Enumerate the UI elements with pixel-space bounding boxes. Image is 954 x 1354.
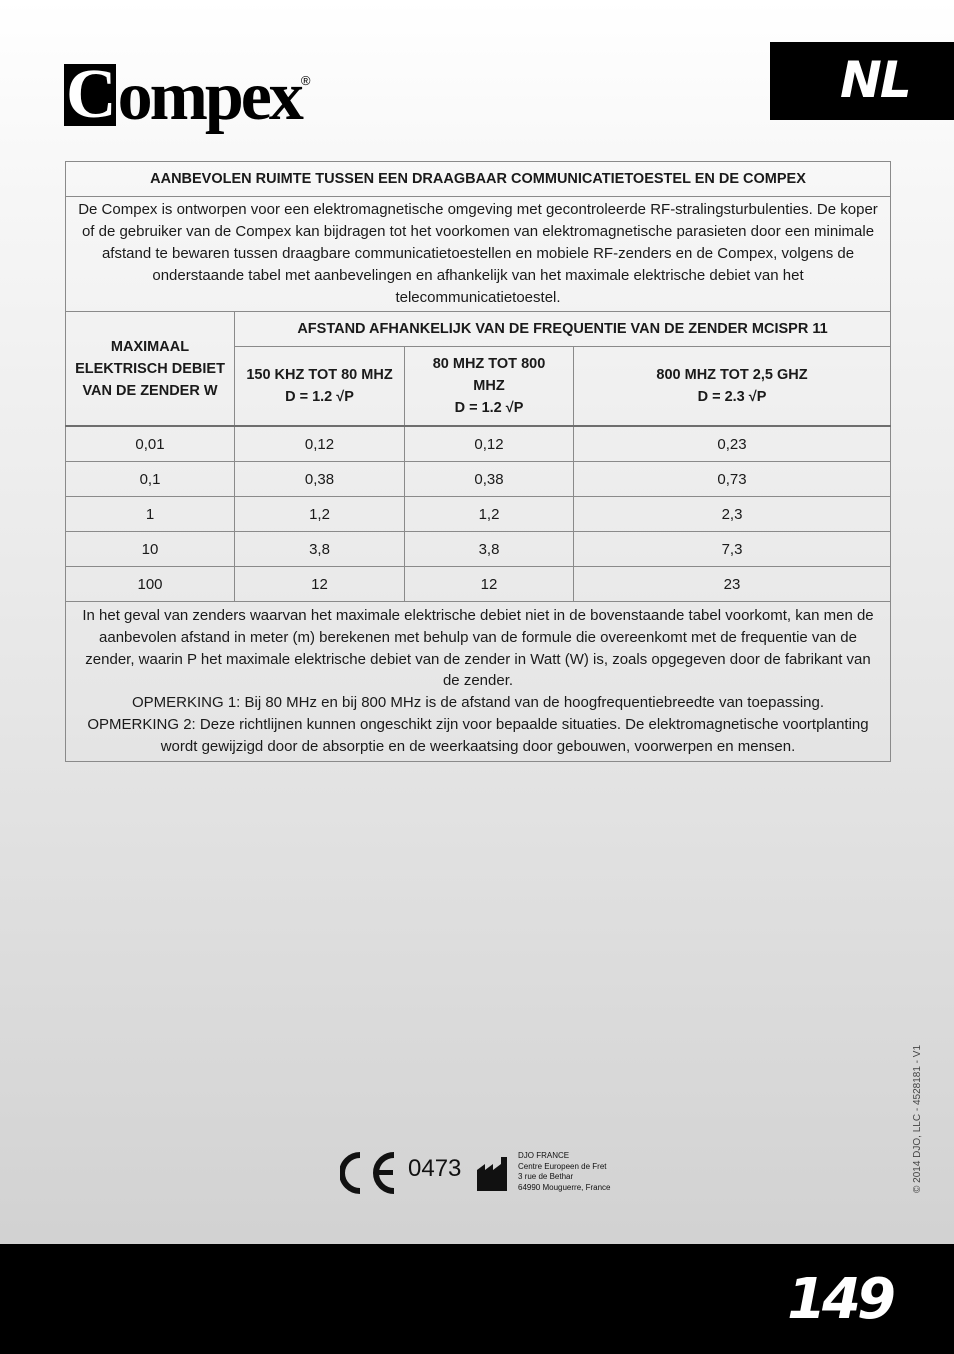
copyright-text: © 2014 DJO, LLC - 4528181 - V1 <box>912 1044 923 1193</box>
table-row <box>66 497 891 532</box>
cell-distance-2: 1,2 <box>405 497 574 532</box>
table-notes <box>66 602 891 762</box>
ce-mark-icon <box>340 1152 400 1194</box>
manufacturer-address <box>518 1151 611 1194</box>
footer-bar <box>0 1244 954 1354</box>
notes-remark-1: OPMERKING 1: Bij 80 MHz en bij 800 MHz is de afstand van de hoogfrequentiebreedte van toepassing. <box>131 694 825 712</box>
freq-formula: D = 2.3 √P <box>697 389 767 405</box>
language-code: NL <box>840 51 910 109</box>
table-title: AANBEVOLEN RUIMTE TUSSEN EEN DRAAGBAAR COMMUNICATIETOESTEL EN DE COMPEX <box>66 162 891 197</box>
table-row <box>66 426 891 462</box>
cell-distance-1: 12 <box>235 567 405 602</box>
freq-formula: D = 1.2 √P <box>454 400 524 416</box>
header-max-power <box>66 312 235 427</box>
cell-distance-2: 12 <box>405 567 574 602</box>
compex-logo <box>64 44 311 135</box>
registered-mark: ® <box>300 73 311 88</box>
address-line: 3 rue de Bethar <box>518 1172 574 1182</box>
cell-distance-1: 0,12 <box>235 426 405 462</box>
separation-distance-table <box>65 161 891 762</box>
notes-paragraph: In het geval van zenders waarvan het maximale elektrische debiet niet in de bovenstaande tabel voorkomt, kan men de aanbevolen afstand in meter (m) berekenen met behulp van de formule die overeenkomt met de frequentie van de zender, waarin P het maximale elektrische debiet van de zender in Watt (W) is, zoals opgegeven door de fabrikant van de zender. <box>82 607 874 690</box>
address-line: 64990 Mouguerre, France <box>518 1183 611 1193</box>
logo-rest: ompex <box>117 58 301 135</box>
header-max-power-line: ELEKTRISCH DEBIET <box>75 360 225 377</box>
address-line: Centre Europeen de Fret <box>518 1161 607 1171</box>
header-max-power-line: MAXIMAAL <box>110 338 190 355</box>
table-row <box>66 462 891 497</box>
cell-distance-3: 2,3 <box>574 497 891 532</box>
cell-power: 100 <box>66 567 235 602</box>
header-freq-80mhz-800mhz <box>405 347 574 427</box>
logo-initial: C <box>66 56 114 133</box>
cell-distance-3: 23 <box>574 567 891 602</box>
header-freq-800mhz-2-5ghz <box>574 347 891 427</box>
cell-distance-1: 3,8 <box>235 532 405 567</box>
freq-range: 800 MHZ TOT 2,5 GHZ <box>656 367 808 383</box>
table-intro: De Compex is ontworpen voor een elektromagnetische omgeving met gecontroleerde RF-stralingsturbulenties. De koper of de gebruiker van de Compex kan bijdragen tot het voorkomen van elektromagnetische parasieten door een minimale afstand te bewaren tussen draagbare communicatietoestellen en mobiele RF-zenders en de Compex, volgens de onderstaande tabel met aanbevelingen en afhankelijk van het maximale elektrische debiet van het telecommunicatietoestel. <box>66 197 891 312</box>
table-row <box>66 532 891 567</box>
cell-distance-2: 0,12 <box>405 426 574 462</box>
cell-distance-2: 3,8 <box>405 532 574 567</box>
notes-remark-2: OPMERKING 2: Deze richtlijnen kunnen ongeschikt zijn voor bepaalde situaties. De elektromagnetische voortplanting wordt gewijzigd door de absorptie en de weerkaatsing door gebouwen, voorwerpen en mensen. <box>87 715 869 755</box>
manufacturer-factory-icon <box>476 1156 512 1192</box>
freq-formula: D = 1.2 √P <box>285 389 354 405</box>
freq-range: 80 MHZ TOT 800 <box>432 356 546 372</box>
cell-distance-1: 0,38 <box>235 462 405 497</box>
language-badge <box>770 42 954 120</box>
cell-power: 0,01 <box>66 426 235 462</box>
cell-distance-3: 7,3 <box>574 532 891 567</box>
header-distance-group: AFSTAND AFHANKELIJK VAN DE FREQUENTIE VAN DE ZENDER MCISPR 11 <box>235 312 891 347</box>
freq-range: MHZ <box>473 378 505 394</box>
cell-power: 0,1 <box>66 462 235 497</box>
header-max-power-line: VAN DE ZENDER W <box>82 382 218 399</box>
address-line: DJO FRANCE <box>518 1151 570 1160</box>
freq-range: 150 KHZ TOT 80 MHZ <box>246 367 393 383</box>
header-freq-150khz-80mhz <box>235 347 405 427</box>
cell-distance-3: 0,23 <box>574 426 891 462</box>
cell-distance-2: 0,38 <box>405 462 574 497</box>
cell-power: 10 <box>66 532 235 567</box>
table-row <box>66 567 891 602</box>
cell-power: 1 <box>66 497 235 532</box>
cell-distance-1: 1,2 <box>235 497 405 532</box>
cell-distance-3: 0,73 <box>574 462 891 497</box>
page-number: 149 <box>787 1267 892 1332</box>
ce-notified-body-number: 0473 <box>408 1155 462 1182</box>
